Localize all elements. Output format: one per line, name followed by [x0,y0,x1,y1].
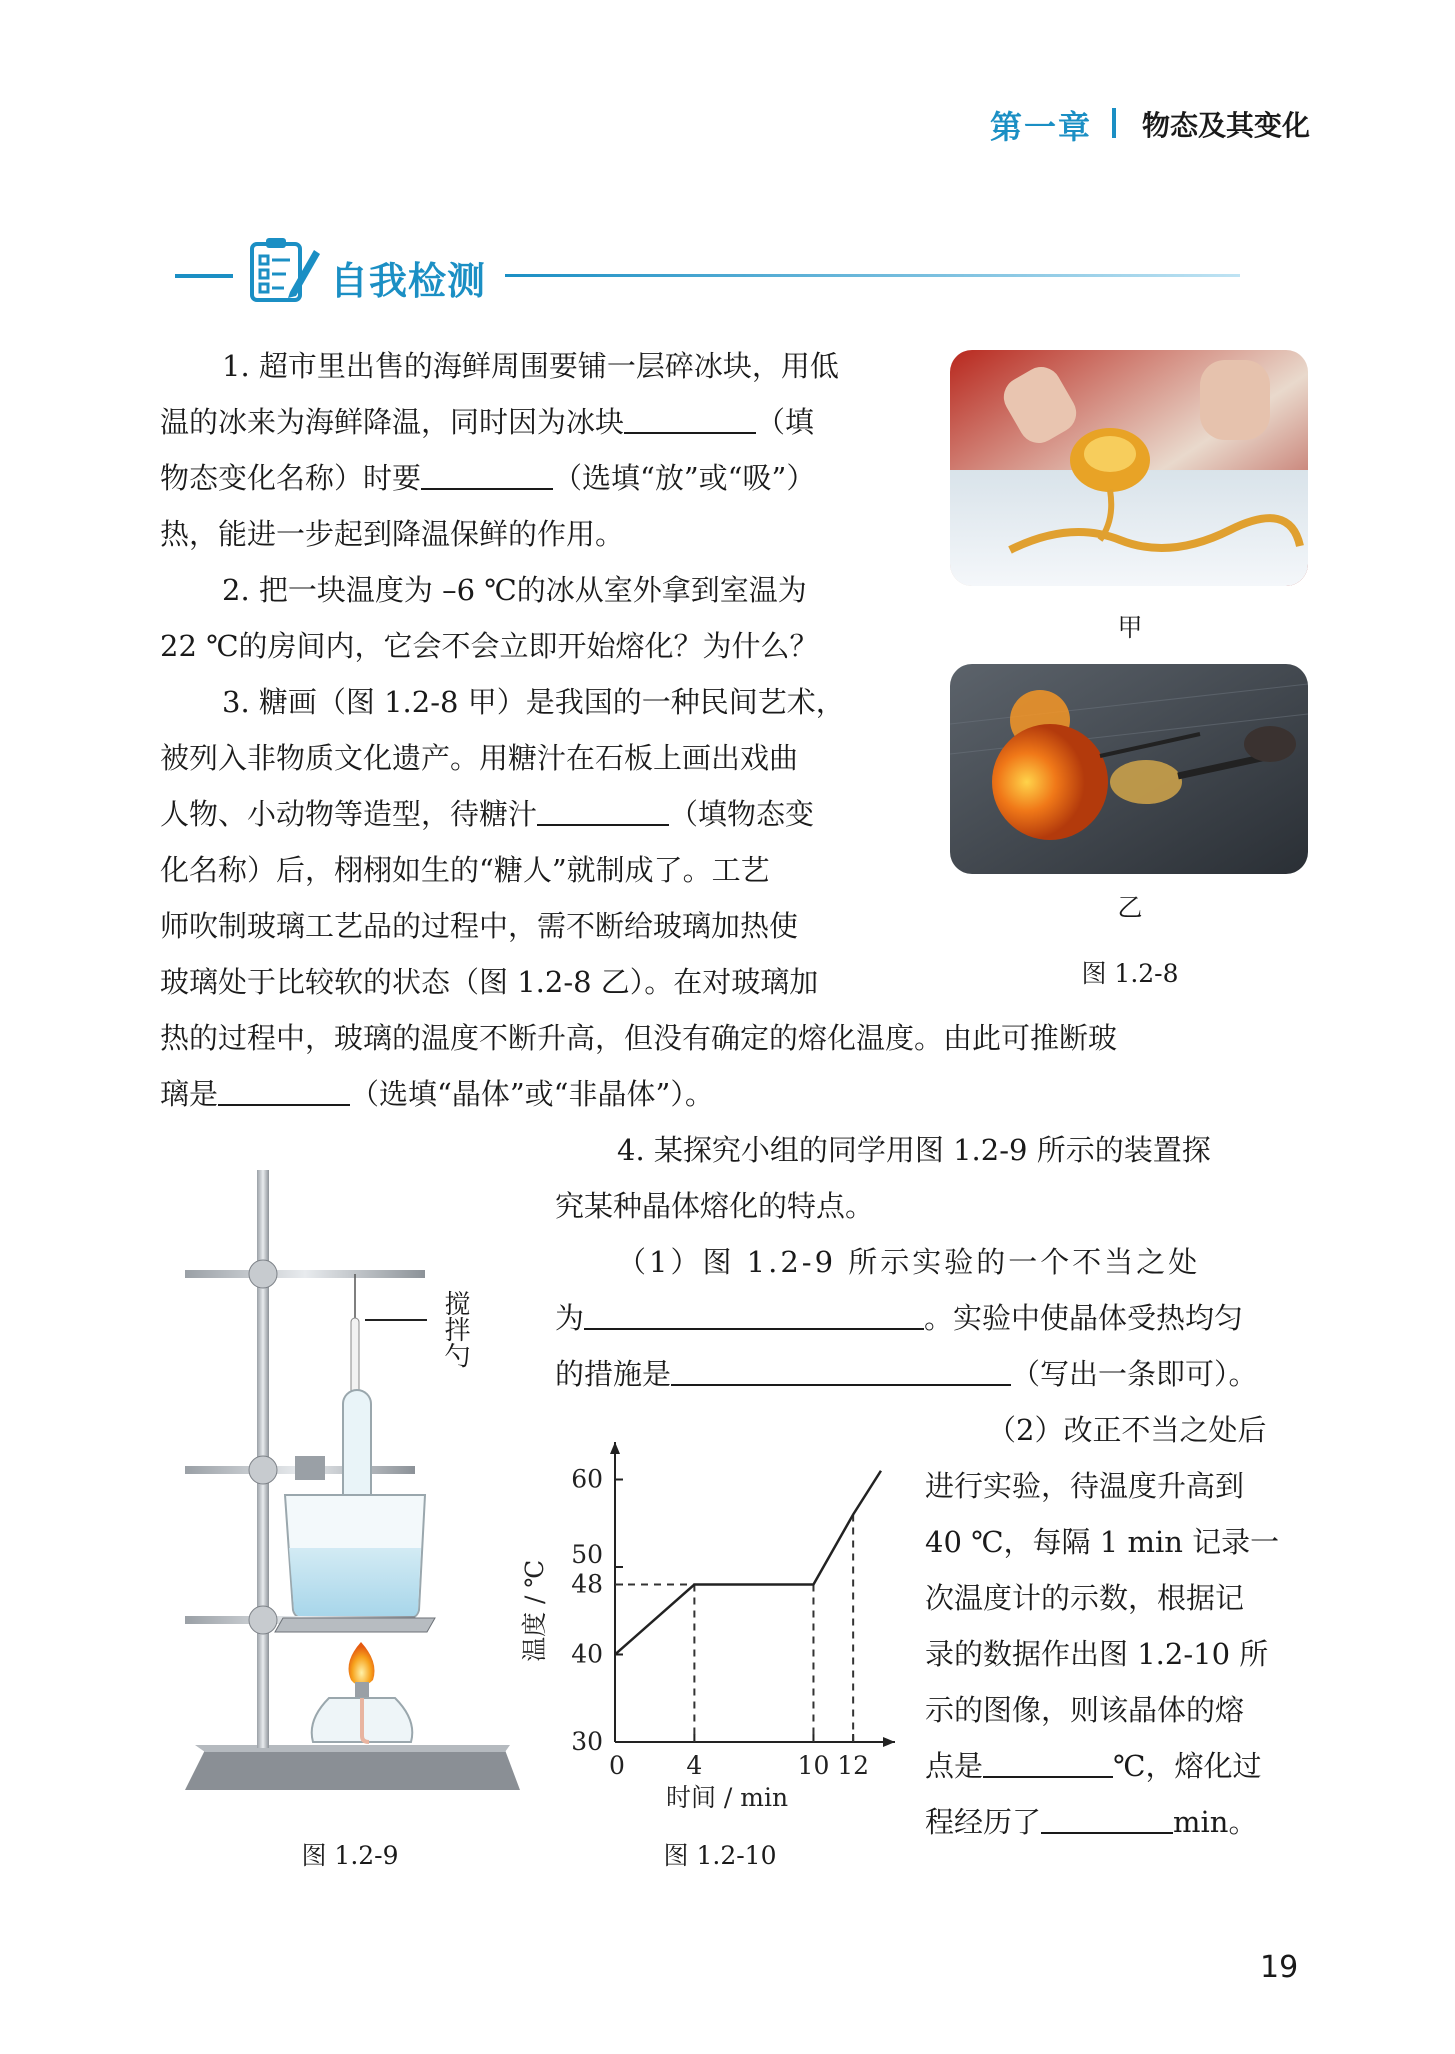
flame [349,1642,375,1686]
q4-text: ℃，熔化过 [1113,1749,1262,1783]
question-1 [160,338,930,562]
sugar-painting-image [950,350,1308,586]
x-tick-label: 12 [837,1751,870,1780]
q1-line [160,450,930,506]
x-tick-label: 10 [797,1751,830,1780]
q3-line: 师吹制玻璃工艺品的过程中，需不断给玻璃加热使 [160,909,799,943]
q4-text: 的措施是 [555,1357,672,1391]
y-tick-label: 40 [571,1639,603,1669]
y-axis-label: 温度 / ℃ [520,1559,549,1662]
x-tick-label: 0 [609,1751,625,1780]
q4-line: （2）改正不当之处后 [987,1413,1267,1447]
q3-line: 化名称）后，栩栩如生的“糖人”就制成了。工艺 [160,853,770,887]
q1-text: （选填“放”或“吸”） [553,461,816,495]
x-axis-label: 时间 / min [665,1783,789,1812]
q4-line [925,1794,1310,1850]
answer-blank[interactable] [1041,1802,1173,1834]
q3-text: 人物、小动物等造型，待糖汁 [160,797,538,831]
q4-text: min。 [1173,1805,1258,1839]
q3-line: 3. 糖画（图 1.2-8 甲）是我国的一种民间艺术， [222,685,845,719]
q4-line: 录的数据作出图 1.2-10 所 [925,1637,1269,1671]
q3-line: 被列入非物质文化遗产。用糖汁在石板上画出戏曲 [160,741,799,775]
y-tick-label: 60 [571,1464,603,1494]
figure-10-caption: 图 1.2-10 [663,1841,777,1870]
q4-line [925,1738,1310,1794]
q4-text: （写出一条即可）。 [1011,1357,1258,1391]
figure-label-b: 乙 [1117,893,1143,922]
q3-text: 璃是 [160,1077,219,1111]
answer-blank[interactable] [537,794,669,826]
photo-sugar-painting [950,350,1308,586]
q4-text: 为 [555,1301,585,1335]
x-axis-arrow [883,1737,895,1747]
answer-blank[interactable] [624,402,756,434]
question-4 [555,1122,1310,1402]
stand-base [185,1750,520,1790]
stirrer-label: 搅拌勺 [440,1290,470,1368]
question-3 [160,674,930,1010]
chapter-label: 第一章 [990,108,1093,146]
q4-line: 示的图像，则该晶体的熔 [925,1693,1245,1727]
question-2 [160,562,930,674]
q4-line: 40 ℃，每隔 1 min 记录一 [925,1525,1280,1559]
checklist-icon [246,234,322,306]
q3-text: （选填“晶体”或“非晶体”）。 [350,1077,714,1111]
apparatus-figure [165,1170,535,1790]
q1-text: 温的冰来为海鲜降温，同时因为冰块 [160,405,625,439]
q4-line: 次温度计的示数，根据记 [925,1581,1245,1615]
q4-line: 进行实验，待温度升高到 [925,1469,1245,1503]
y-axis-arrow [610,1442,620,1454]
figure-8-caption: 图 1.2-8 [1081,959,1179,988]
section-rule-right [505,274,1240,277]
figure-label-a: 甲 [1117,613,1143,642]
clamp-knob [249,1456,277,1484]
clamp-knob [249,1260,277,1288]
q1-line: 热，能进一步起到降温保鲜的作用。 [160,517,625,551]
header-separator [1112,108,1116,138]
q1-text: 物态变化名称）时要 [160,461,422,495]
y-tick-label: 48 [571,1569,603,1599]
glass-blowing-image [950,664,1308,874]
q4-line [555,1346,1310,1402]
q1-line: 1. 超市里出售的海鲜周围要铺一层碎冰块，用低 [222,349,839,383]
answer-blank[interactable] [584,1298,924,1330]
q4-line: （1）图 1.2-9 所示实验的一个不当之处 [617,1245,1201,1279]
q4-text: 程经历了 [925,1805,1042,1839]
wire-gauze [275,1618,435,1632]
section-title: 自我检测 [330,259,487,303]
x-tick-label: 4 [686,1751,703,1780]
q3-text: （填物态变 [669,797,815,831]
q3-line [160,1066,1310,1122]
q4-text: 。实验中使晶体受热均匀 [924,1301,1244,1335]
q2-line: 2. 把一块温度为 –6 ℃的冰从室外拿到室温为 [222,573,807,607]
q4-text: 点是 [925,1749,984,1783]
photo-glass-blowing [950,664,1308,874]
q1-text: （填 [756,405,815,439]
section-rule-left [175,274,233,278]
q4-line: 4. 某探究小组的同学用图 1.2-9 所示的装置探 [617,1133,1211,1167]
q2-line: 22 ℃的房间内，它会不会立即开始熔化？为什么？ [160,629,819,663]
figure-9-caption: 图 1.2-9 [301,1841,399,1870]
q1-line [160,394,930,450]
question-3-cont [160,1010,1310,1122]
answer-blank[interactable] [671,1354,1011,1386]
temperature-line [615,1471,881,1655]
q4-line [555,1290,1310,1346]
answer-blank[interactable] [421,458,553,490]
answer-blank[interactable] [983,1746,1113,1778]
question-4-part-2 [925,1402,1310,1850]
clamp-knob [249,1606,277,1634]
q4-line: 究某种晶体熔化的特点。 [555,1189,875,1223]
temperature-time-chart [515,1420,920,1820]
q3-line [160,786,930,842]
chapter-title: 物态及其变化 [1142,109,1311,142]
q3-line: 玻璃处于比较软的状态（图 1.2-8 乙）。在对玻璃加 [160,965,819,999]
q3-line: 热的过程中，玻璃的温度不断升高，但没有确定的熔化温度。由此可推断玻 [160,1021,1118,1055]
y-tick-label: 50 [571,1540,603,1569]
page-number: 19 [1260,1950,1299,1985]
answer-blank[interactable] [218,1074,350,1106]
y-tick-label: 30 [571,1727,603,1756]
